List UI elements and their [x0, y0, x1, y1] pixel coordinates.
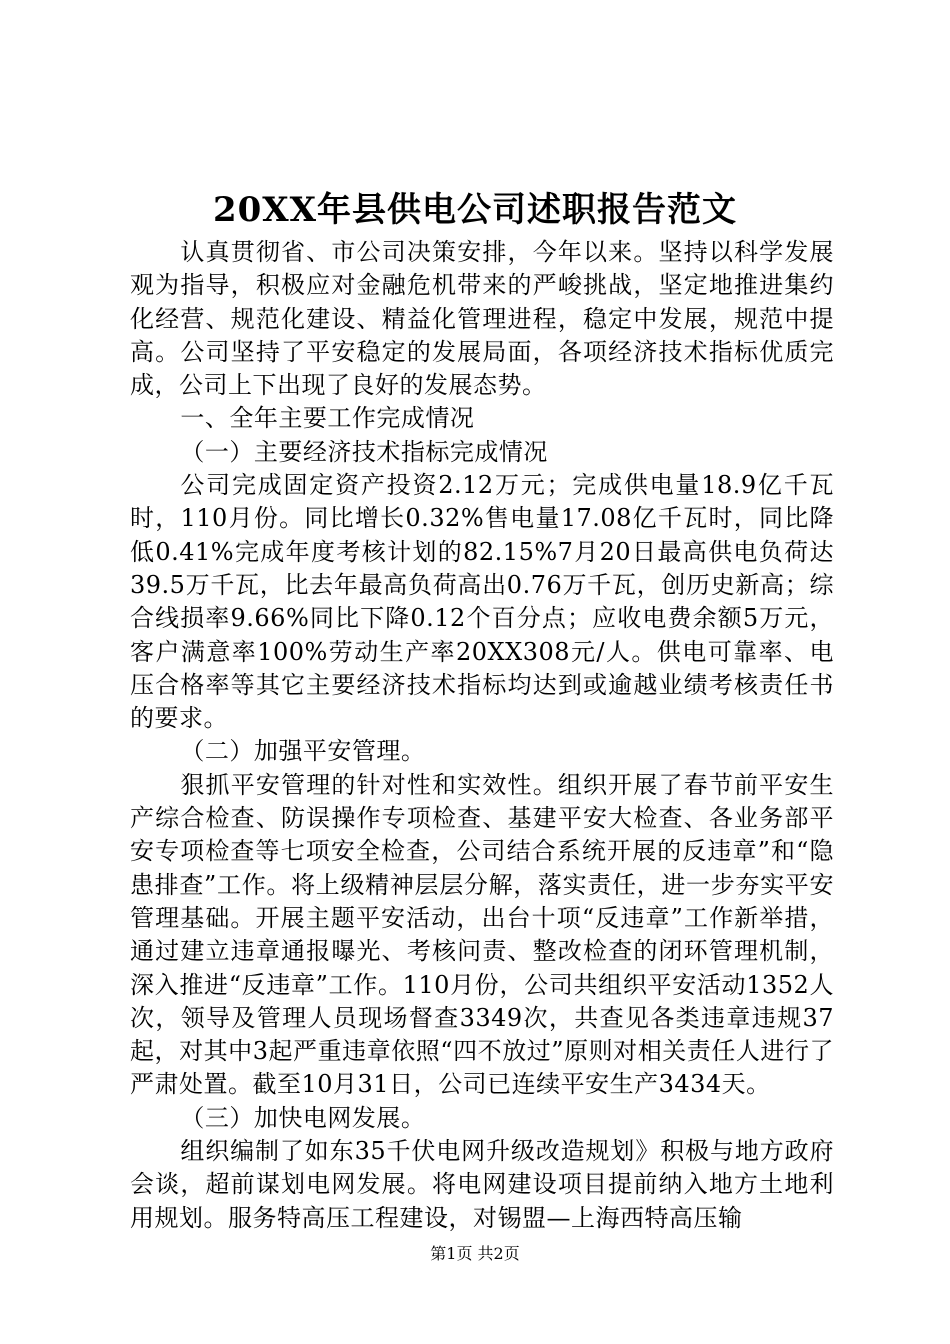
- safety-paragraph: 狠抓平安管理的针对性和实效性。组织开展了春节前平安生产综合检查、防误操作专项检查、基建平安大检查、各业务部平安专项检查等七项安全检查，公司结合系统开展的反违章”和“隐患排查”工作。将上级精神层层分解，落实责任，进一步夯实平安管理基础。开展主题平安活动，出台十项“反违章”工作新举措，通过建立违章通报曝光、考核问责、整改检查的闭环管理机制，深入推进“反违章”工作。110月份，公司共组织平安活动1352人次，领导及管理人员现场督查3349次，共查见各类违章违规37起，对其中3起严重违章依照“四不放过”原则对相关责任人进行了严肃处置。截至10月31日，公司已连续平安生产3434天。: [130, 770, 834, 1099]
- document-title: 20XX年县供电公司述职报告范文: [212, 190, 738, 230]
- section-heading-1: 一、全年主要工作完成情况: [180, 404, 475, 433]
- page-footer: 第1页 共2页: [430, 1244, 520, 1263]
- subsection-heading-3: （三）加快电网发展。: [180, 1103, 426, 1132]
- document-body: [130, 236, 834, 1235]
- intro-paragraph: 认真贯彻省、市公司决策安排，今年以来。坚持以科学发展观为指导，积极应对金融危机带来的严峻挑战，坚定地推进集约化经营、规范化建设、精益化管理进程，稳定中发展，规范中提高。公司坚持了平安稳定的发展局面，各项经济技术指标优质完成，公司上下出现了良好的发展态势。: [130, 238, 834, 400]
- subsection-heading-1: （一）主要经济技术指标完成情况: [180, 437, 548, 466]
- subsection-heading-2: （二）加强平安管理。: [180, 737, 426, 766]
- indicators-paragraph: 公司完成固定资产投资2.12万元；完成供电量18.9亿千瓦时，110月份。同比增长0.32%售电量17.08亿千瓦时，同比降低0.41%完成年度考核计划的82.15%7月20日最高供电负荷达39.5万千瓦，比去年最高负荷高出0.76万千瓦，创历史新高；综合线损率9.66%同比下降0.12个百分点；应收电费余额5万元，客户满意率100%劳动生产率20XX308元/人。供电可靠率、电压合格率等其它主要经济技术指标均达到或逾越业绩考核责任书的要求。: [130, 471, 834, 733]
- grid-development-paragraph: 组织编制了如东35千伏电网升级改造规划》积极与地方政府会谈，超前谋划电网发展。将电网建设项目提前纳入地方土地利用规划。服务特高压工程建设，对锡盟—上海西特高压输: [130, 1137, 834, 1232]
